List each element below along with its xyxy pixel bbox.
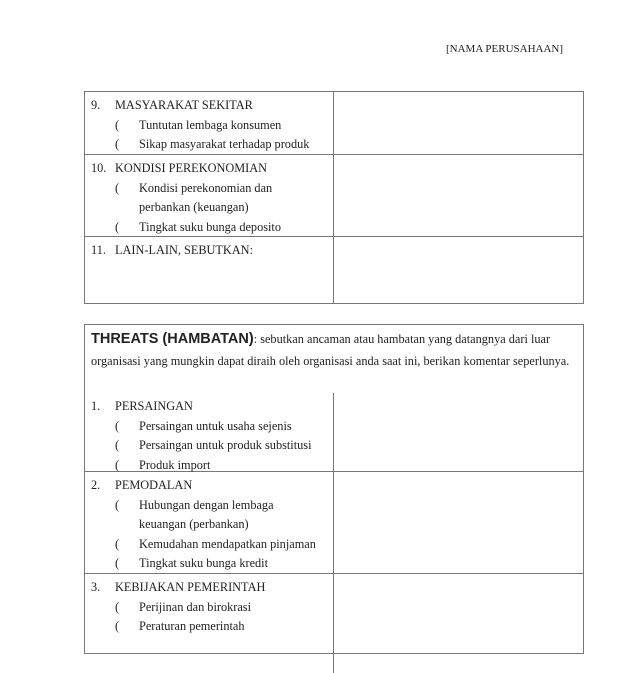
item-title: MASYARAKAT SEKITAR: [115, 98, 253, 112]
comment-cell[interactable]: [334, 92, 583, 154]
item-number: 9.: [91, 98, 101, 112]
opportunities-table: [84, 91, 584, 304]
item-cell: [85, 393, 334, 471]
bullet-marker: (: [115, 497, 120, 512]
bullet-marker: (: [115, 619, 120, 633]
bullet-marker: (: [115, 418, 120, 433]
sub-item: Tuntutan lembaga konsumen: [139, 117, 282, 132]
table-row: [85, 92, 583, 154]
item-cell: [85, 472, 334, 573]
item-cell: [85, 574, 334, 673]
sub-item: keuangan (perbankan): [139, 517, 249, 531]
table-row: [85, 393, 583, 471]
sub-item: perbankan (keuangan): [139, 200, 249, 214]
threats-description: : sebutkan ancaman atau hambatan yang datangnya dari luar organisasi yang mungkin dapat diraih oleh organisasi anda saat ini, berikan komentar seperlunya.: [91, 332, 570, 368]
bullet-marker: (: [115, 438, 120, 452]
item-cell: [85, 155, 334, 236]
sub-item: Tingkat suku bunga deposito: [139, 219, 281, 234]
sub-item: Kemudahan mendapatkan pinjaman: [139, 536, 316, 551]
bullet-marker: (: [115, 219, 120, 234]
item-title: LAIN-LAIN, SEBUTKAN:: [115, 243, 253, 257]
comment-cell[interactable]: [334, 574, 583, 673]
item-cell: [85, 92, 334, 154]
item-title: PEMODALAN: [115, 478, 193, 492]
table-row: [85, 471, 583, 573]
sub-item: Hubungan dengan lembaga: [139, 497, 274, 512]
sub-item: Produk import: [139, 457, 211, 472]
bullet-marker: (: [115, 137, 120, 151]
threats-header: [85, 325, 583, 393]
threats-title: THREATS (HAMBATAN): [91, 331, 254, 347]
comment-cell[interactable]: [334, 472, 583, 573]
item-number: 2.: [91, 478, 101, 492]
bullet-marker: (: [115, 556, 120, 570]
table-row: [85, 573, 583, 673]
sub-item: Kondisi perekonomian dan: [139, 180, 273, 195]
sub-item: Tingkat suku bunga kredit: [139, 556, 269, 570]
item-number: 10.: [91, 161, 107, 175]
table-row: [85, 236, 583, 303]
item-number: 1.: [91, 399, 101, 413]
sub-item: Persaingan untuk usaha sejenis: [139, 418, 292, 433]
threats-table: [84, 324, 584, 654]
bullet-marker: (: [115, 180, 120, 195]
table-row: [85, 154, 583, 236]
sub-item: Peraturan pemerintah: [139, 619, 245, 633]
bullet-marker: (: [115, 599, 120, 614]
comment-cell[interactable]: [334, 155, 583, 236]
item-title: KEBIJAKAN PEMERINTAH: [115, 580, 266, 594]
item-title: PERSAINGAN: [115, 399, 193, 413]
sub-item: Perijinan dan birokrasi: [139, 599, 252, 614]
comment-cell[interactable]: [334, 237, 583, 303]
company-name-header: [NAMA PERUSAHAAN]: [446, 43, 564, 55]
sub-item: Sikap masyarakat terhadap produk: [139, 137, 310, 151]
comment-cell[interactable]: [334, 393, 583, 471]
item-number: 3.: [91, 580, 101, 594]
item-title: KONDISI PEREKONOMIAN: [115, 161, 267, 175]
bullet-marker: (: [115, 536, 120, 551]
item-cell: [85, 237, 334, 303]
bullet-marker: (: [115, 117, 120, 132]
bullet-marker: (: [115, 457, 120, 472]
item-number: 11.: [91, 243, 106, 257]
sub-item: Persaingan untuk produk substitusi: [139, 438, 312, 452]
